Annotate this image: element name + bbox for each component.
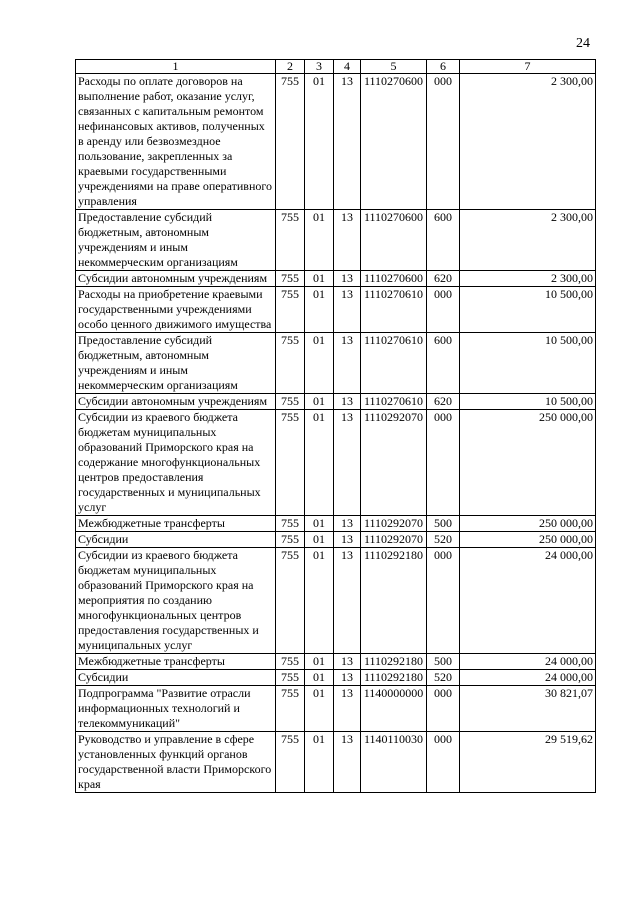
row-code-5: 1110270600 xyxy=(361,74,427,210)
row-code-3: 01 xyxy=(305,210,334,271)
table-row xyxy=(76,210,596,271)
row-code-3: 01 xyxy=(305,410,334,516)
row-code-5: 1110292070 xyxy=(361,532,427,548)
row-code-2: 755 xyxy=(276,333,305,394)
row-code-6: 600 xyxy=(427,210,460,271)
row-amount: 24 000,00 xyxy=(460,548,596,654)
row-name: Предоставление субсидий бюджетным, автономным учреждениям и иным некоммерческим организациям xyxy=(76,210,276,271)
row-name: Субсидии xyxy=(76,532,276,548)
table-row xyxy=(76,516,596,532)
row-code-2: 755 xyxy=(276,410,305,516)
row-amount: 30 821,07 xyxy=(460,686,596,732)
row-code-5: 1110292180 xyxy=(361,654,427,670)
row-code-4: 13 xyxy=(334,410,361,516)
row-code-3: 01 xyxy=(305,333,334,394)
row-code-3: 01 xyxy=(305,548,334,654)
row-code-2: 755 xyxy=(276,516,305,532)
row-code-2: 755 xyxy=(276,732,305,793)
row-code-2: 755 xyxy=(276,548,305,654)
row-code-5: 1110292070 xyxy=(361,516,427,532)
row-code-2: 755 xyxy=(276,74,305,210)
row-code-6: 520 xyxy=(427,532,460,548)
row-code-4: 13 xyxy=(334,287,361,333)
row-amount: 24 000,00 xyxy=(460,670,596,686)
row-code-4: 13 xyxy=(334,548,361,654)
row-code-5: 1110292070 xyxy=(361,410,427,516)
row-code-6: 500 xyxy=(427,516,460,532)
column-header-7: 7 xyxy=(460,60,596,74)
row-code-6: 500 xyxy=(427,654,460,670)
column-header-5: 5 xyxy=(361,60,427,74)
row-code-5: 1110292180 xyxy=(361,670,427,686)
row-code-4: 13 xyxy=(334,333,361,394)
row-code-4: 13 xyxy=(334,74,361,210)
table-row xyxy=(76,732,596,793)
row-code-2: 755 xyxy=(276,394,305,410)
row-code-6: 000 xyxy=(427,548,460,654)
row-name: Руководство и управление в сфере установленных функций органов государственной власти Приморского края xyxy=(76,732,276,793)
budget-table xyxy=(75,59,596,793)
row-code-4: 13 xyxy=(334,271,361,287)
table-row xyxy=(76,74,596,210)
row-name: Межбюджетные трансферты xyxy=(76,516,276,532)
row-code-5: 1110270600 xyxy=(361,210,427,271)
row-code-5: 1110270600 xyxy=(361,271,427,287)
row-code-2: 755 xyxy=(276,532,305,548)
table-row xyxy=(76,532,596,548)
row-code-2: 755 xyxy=(276,271,305,287)
row-code-4: 13 xyxy=(334,210,361,271)
row-code-5: 1140000000 xyxy=(361,686,427,732)
row-code-6: 000 xyxy=(427,686,460,732)
row-code-3: 01 xyxy=(305,287,334,333)
row-name: Межбюджетные трансферты xyxy=(76,654,276,670)
row-name: Субсидии из краевого бюджета бюджетам муниципальных образований Приморского края на мероприятия по созданию многофункциональных центров предоставления государственных и муниципальных услуг xyxy=(76,548,276,654)
row-code-3: 01 xyxy=(305,394,334,410)
header-row xyxy=(76,60,596,74)
row-code-5: 1110292180 xyxy=(361,548,427,654)
row-code-3: 01 xyxy=(305,670,334,686)
row-code-5: 1110270610 xyxy=(361,333,427,394)
row-name: Субсидии автономным учреждениям xyxy=(76,394,276,410)
row-amount: 10 500,00 xyxy=(460,333,596,394)
row-code-3: 01 xyxy=(305,654,334,670)
row-code-4: 13 xyxy=(334,394,361,410)
table-row xyxy=(76,686,596,732)
row-amount: 24 000,00 xyxy=(460,654,596,670)
table-row xyxy=(76,654,596,670)
column-header-6: 6 xyxy=(427,60,460,74)
column-header-2: 2 xyxy=(276,60,305,74)
row-amount: 10 500,00 xyxy=(460,287,596,333)
row-code-6: 000 xyxy=(427,410,460,516)
row-code-6: 520 xyxy=(427,670,460,686)
row-code-4: 13 xyxy=(334,670,361,686)
row-name: Субсидии автономным учреждениям xyxy=(76,271,276,287)
row-code-3: 01 xyxy=(305,532,334,548)
row-code-4: 13 xyxy=(334,654,361,670)
row-code-6: 000 xyxy=(427,74,460,210)
row-amount: 2 300,00 xyxy=(460,271,596,287)
column-header-4: 4 xyxy=(334,60,361,74)
row-code-6: 620 xyxy=(427,394,460,410)
row-code-3: 01 xyxy=(305,271,334,287)
row-code-4: 13 xyxy=(334,732,361,793)
row-name: Предоставление субсидий бюджетным, автономным учреждениям и иным некоммерческим организациям xyxy=(76,333,276,394)
row-code-5: 1110270610 xyxy=(361,287,427,333)
row-code-2: 755 xyxy=(276,287,305,333)
row-amount: 250 000,00 xyxy=(460,516,596,532)
table-row xyxy=(76,670,596,686)
table-row xyxy=(76,410,596,516)
table-row xyxy=(76,394,596,410)
row-code-2: 755 xyxy=(276,686,305,732)
row-code-6: 620 xyxy=(427,271,460,287)
row-code-3: 01 xyxy=(305,732,334,793)
row-code-3: 01 xyxy=(305,516,334,532)
row-code-4: 13 xyxy=(334,686,361,732)
table-row xyxy=(76,271,596,287)
row-code-3: 01 xyxy=(305,74,334,210)
table-row xyxy=(76,548,596,654)
page-number: 24 xyxy=(576,36,590,51)
row-code-6: 000 xyxy=(427,287,460,333)
column-header-3: 3 xyxy=(305,60,334,74)
row-name: Расходы по оплате договоров на выполнение работ, оказание услуг, связанных с капитальным ремонтом нефинансовых активов, полученных в аренду или безвозмездное пользование, закрепленных за краевыми государственными учреждениями на праве оперативного управления xyxy=(76,74,276,210)
row-code-4: 13 xyxy=(334,516,361,532)
row-code-4: 13 xyxy=(334,532,361,548)
row-name: Подпрограмма "Развитие отрасли информационных технологий и телекоммуникаций" xyxy=(76,686,276,732)
row-code-6: 600 xyxy=(427,333,460,394)
row-name: Субсидии xyxy=(76,670,276,686)
column-header-1: 1 xyxy=(76,60,276,74)
table-row xyxy=(76,287,596,333)
row-code-2: 755 xyxy=(276,670,305,686)
row-code-5: 1110270610 xyxy=(361,394,427,410)
row-name: Расходы на приобретение краевыми государственными учреждениями особо ценного движимого имущества xyxy=(76,287,276,333)
row-code-3: 01 xyxy=(305,686,334,732)
row-amount: 29 519,62 xyxy=(460,732,596,793)
row-code-2: 755 xyxy=(276,210,305,271)
row-amount: 250 000,00 xyxy=(460,410,596,516)
row-amount: 250 000,00 xyxy=(460,532,596,548)
row-code-6: 000 xyxy=(427,732,460,793)
row-code-5: 1140110030 xyxy=(361,732,427,793)
table-row xyxy=(76,333,596,394)
row-name: Субсидии из краевого бюджета бюджетам муниципальных образований Приморского края на содержание многофункциональных центров предоставления государственных и муниципальных услуг xyxy=(76,410,276,516)
row-amount: 10 500,00 xyxy=(460,394,596,410)
row-code-2: 755 xyxy=(276,654,305,670)
row-amount: 2 300,00 xyxy=(460,210,596,271)
row-amount: 2 300,00 xyxy=(460,74,596,210)
